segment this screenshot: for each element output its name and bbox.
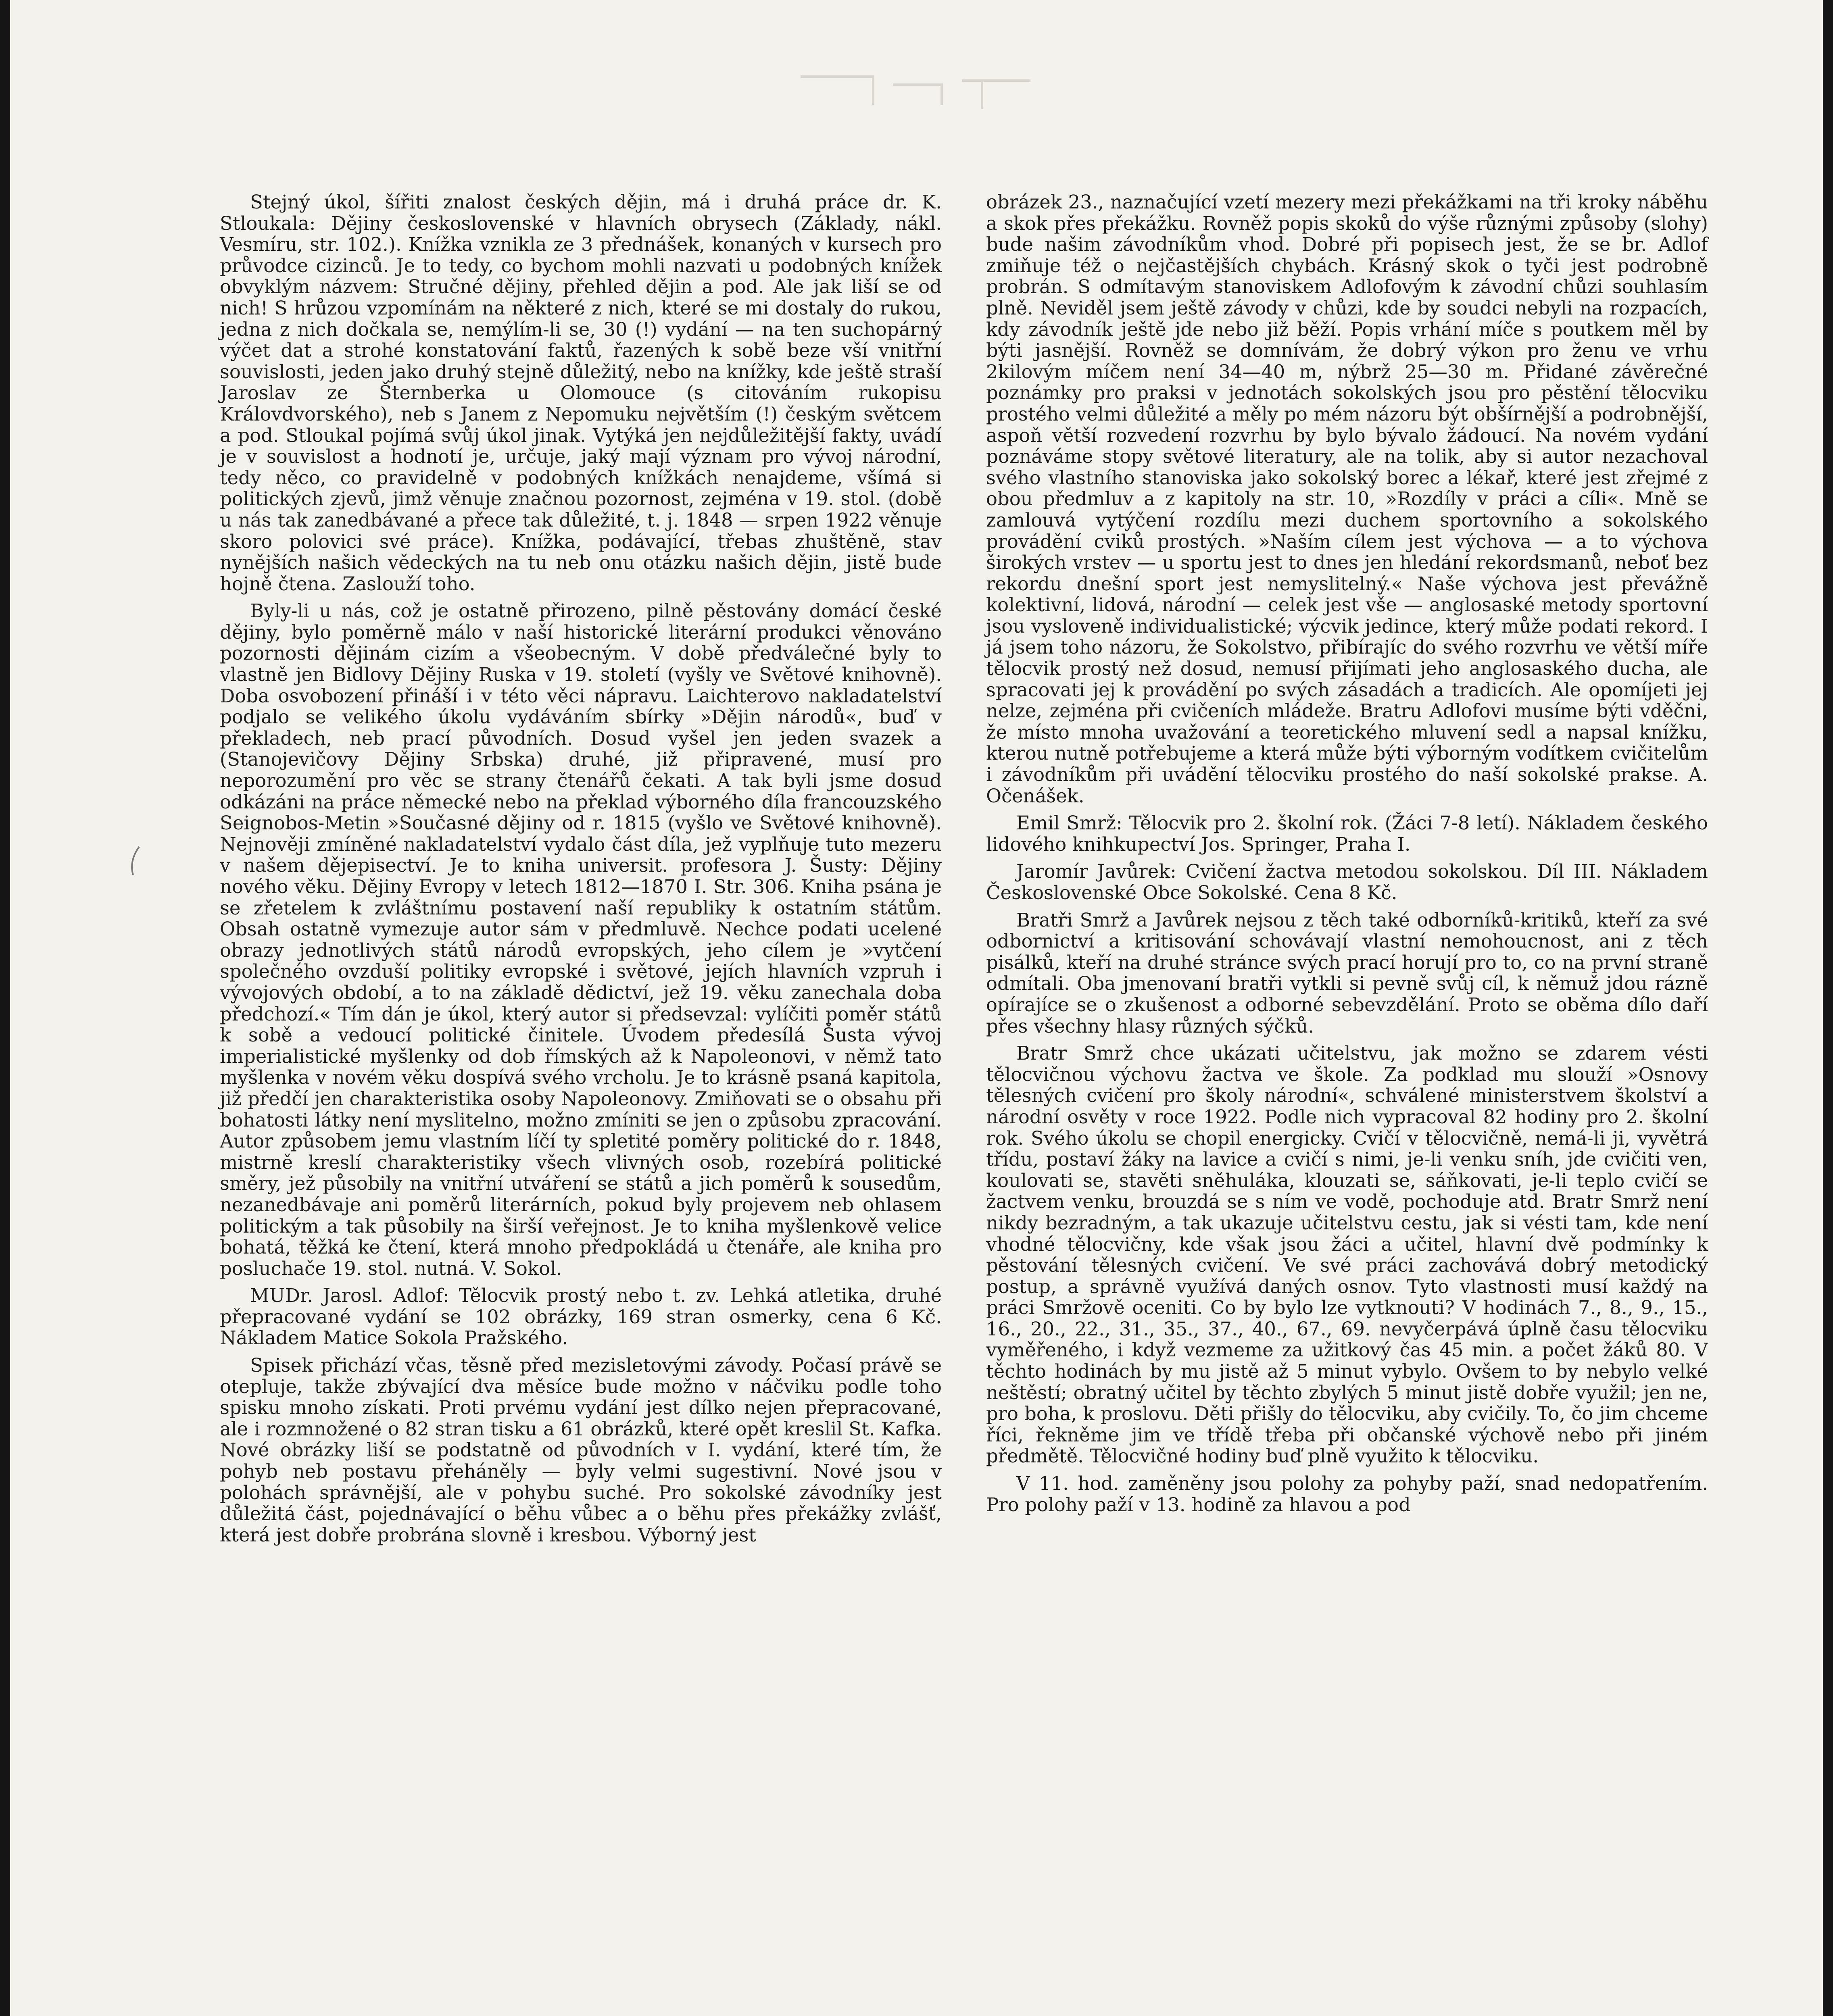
review-smrz-header: Emil Smrž: Tělocvik pro 2. školní rok. (Žáci 7-8 letí). Nákladem českého lidového knihkupectví Jos. Springer, Praha I. xyxy=(986,812,1708,855)
review-adlof-text: Spisek přichází včas, těsně před mezisletovými závody. Počasí právě se otepluje, takže zbývající dva měsíce bude možno v náčviku podle toho spisku mnoho získati. Proti prvému vydání jest dílko nejen přepracované, ale i rozmnožené o 82 stran tisku a 61 obrázků, které opět kreslil St. Kafka. Nové obrázky liší se podstatně od původních v I. vydání, které tím, že pohyb neb postavu přeháněly — byly velmi sugestivní. Nové jsou v polohách správnější, ale v pohybu suché. Pro sokolské závodníky jest důležitá část, pojednávající o běhu vůbec a o běhu přes překážky zvlášť, která jest dobře probrána slovně i kresbou. Výborný jest xyxy=(220,1354,942,1546)
review-susta: Byly-li u nás, což je ostatně přirozeno, pilně pěstovány domácí české dějiny, bylo poměrně málo v naší historické literární produkci věnováno pozornosti dějinám cizím a všeobecným. V době předválečné byly to vlastně jen Bidlovy Dějiny Ruska v 19. století (vyšly ve Světové knihovně). Doba osvobození přináší i v této věci nápravu. Laichterovo nakladatelství podjalo se velikého úkolu vydáváním sbírky »Dějin národů«, buď v překladech, neb prací původních. Dosud vyšel jen jeden svazek a (Stanojevičovy Dějiny Srbska) druhé, již připravené, musí pro neporozumění pro věc se strany čtenářů čekati. A tak byli jsme dosud odkázáni na práce německé nebo na překlad výborného díla francouzského Seignobos-Metin »Současné dějiny od r. 1815 (vyšlo ve Světové knihovně). Nejnověji zmíněné nakladatelství vydalo část díla, jež vyplňuje tuto mezeru v našem dějepisectví. Je to kniha universit. profesora J. Šusty: Dějiny nového věku. Dějiny Evropy v letech 1812—1870 I. Str. 306. Kniha psána je se zřetelem k zvláštnímu postavení naší republiky k ostatním státům. Obsah ostatně vymezuje autor sám v předmluvě. Nechce podati ucelené obrazy jednotlivých států národů evropských, jeho cílem je »vytčení společného ovzduší politiky evropské i světové, jejích hlavních vzpruh i vývojových období, a to na základě dědictví, jež 19. věku zanechala doba předchozí.« Tím dán je úkol, který autor si předsevzal: vylíčiti poměr států k sobě a vedoucí politické činitele. Úvodem předesílá Šusta vývoj imperialistické myšlenky od dob římských až k Napoleonovi, v němž tato myšlenka v novém věku dospívá svého vrcholu. Je to krásně psaná kapitola, již předčí jen charakteristika osoby Napoleonovy. Zmiňovati se o obsahu při bohatosti látky není myslitelno, možno zmíniti se jen o způsobu zpracování. Autor způsobem jemu vlastním líčí ty spletité poměry politické do r. 1848, mistrně kreslí charakteristiky všech vlivných osob, rozebírá politické směry, jež působily na vnitřní utváření se států a jich poměrů k sousedům, nezanedbávaje ani poměrů literárních, pokud byly projevem neb ohlasem politickým a tak působily na širší veřejnost. Je to kniha myšlenkově velice bohatá, těžká ke čtení, která mnoho předpokládá u čtenáře, ale kniha pro posluchače 19. stol. nutná. V. Sokol. xyxy=(220,600,942,1279)
page-sheet xyxy=(10,0,1823,2016)
review-javurek-header: Jaromír Javůrek: Cvičení žactva metodou sokolskou. Díl III. Nákladem Československé Obce Sokolské. Cena 8 Kč. xyxy=(986,860,1708,904)
stamp-mark xyxy=(772,60,1055,117)
review-adlof-header: MUDr. Jarosl. Adlof: Tělocvik prostý nebo t. zv. Lehká atletika, druhé přepracované vydání se 102 obrázky, 169 stran osmerky, cena 6 Kč. Nákladem Matice Sokola Pražského. xyxy=(220,1285,942,1349)
review-smrz-javurek-intro: Bratři Smrž a Javůrek nejsou z těch také odborníků-kritiků, kteří za své odbornictví a kritisování schovávají vlastní nemohoucnost, ani z těch pisálků, kteří na druhé stránce svých prací horují pro to, co na první straně odmítali. Oba jmenovaní bratři vytkli si pevně svůj cíl, k němuž jdou rázně opírajíce se o zkušenost a odborné sebevzdělání. Proto se oběma dílo daří přes všechny hlasy různých sýčků. xyxy=(986,909,1708,1037)
review-adlof-continued: obrázek 23., naznačující vzetí mezery mezi překážkami na tři kroky náběhu a skok přes překážku. Rovněž popis skoků do výše různými způsoby (slohy) bude našim závodníkům vhod. Dobré při popisech jest, že se br. Adlof zmiňuje též o nejčastějších chybách. Krásný skok o tyči jest podrobně probrán. S odmítavým stanoviskem Adlofovým k závodní chůzi souhlasím plně. Neviděl jsem ještě závody v chůzi, kde by soudci nebyli na rozpacích, kdy závodník ještě jde nebo již běží. Popis vrhání míče s poutkem měl by býti jasnější. Rovněž se domnívám, že dobrý výkon pro ženu ve vrhu 2kilovým míčem není 34—40 m, nýbrž 25—30 m. Přidané závěrečné poznámky pro praksi v jednotách sokolských jsou pro pěstění tělocviku prostého velmi důležité a měly po mém názoru být obšírnější a podrobnější, aspoň větší rozvedení rozvrhu by bylo bývalo žádoucí. Na novém vydání poznáváme stopy světové literatury, ale na tolik, aby si autor nezachoval svého vlastního stanoviska jako sokolský borec a lékař, které jest zřejmé z obou předmluv a z kapitoly na str. 10, »Rozdíly v práci a cíli«. Mně se zamlouvá vytýčení rozdílu mezi duchem sportovního a sokolského provádění cviků prostých. »Naším cílem jest výchova — a to výchova širokých vrstev — u sportu jest to dnes jen hledání rekordsmanů, neboť bez rekordu dnešní sport jest nemyslitelný.« Naše výchova jest převážně kolektivní, lidová, národní — celek jest vše — anglosaské metody sportovní jsou vysloveně individualistické; výcvik jedince, který může podati rekord. I já jsem toho názoru, že Sokolstvo, přibírajíc do svého rozvrhu ve větší míře tělocvik prostý než dosud, nemusí přijímati jeho anglosaského ducha, ale spracovati jej k provádění po svých zásadách a tradicích. Ale opomíjeti jej nelze, zejména při cvičeních mládeže. Bratru Adlofovi musíme býti vděčni, že místo mnoha uvažování a teoretického mluvení sedl a napsal knížku, kterou nutně potřebujeme a která může býti výborným vodítkem cvičitelům i závodníkům při uvádění tělocviku prostého do naší sokolské prakse. A. Očenášek. xyxy=(986,191,1708,807)
review-smrz-text: Bratr Smrž chce ukázati učitelstvu, jak možno se zdarem vésti tělocvičnou výchovu žactva ve škole. Za podklad mu slouží »Osnovy tělesných cvičení pro školy národní«, schválené ministerstvem školství a národní osvěty v roce 1922. Podle nich vypracoval 82 hodiny pro 2. školní rok. Svého úkolu se chopil energicky. Cvičí v tělocvičně, nemá-li ji, vyvětrá třídu, postaví žáky na lavice a cvičí s nimi, je-li venku sníh, jde cvičiti ven, koulovati se, stavěti sněhuláka, klouzati se, sáňkovati, je-li teplo cvičí se žactvem venku, brouzdá se s ním ve vodě, pochoduje atd. Bratr Smrž není nikdy bezradným, a tak ukazuje učitelstvu cestu, jak si vésti tam, kde není vhodné tělocvičny, kde však jsou žáci a učitel, hlavní dvě podmínky k pěstování tělesných cvičení. Ve své práci zachovává dobrý metodický postup, a správně využívá daných osnov. Tyto vlastnosti musí každý na práci Smržově oceniti. Co by bylo lze vytknouti? V hodinách 7., 8., 9., 15., 16., 20., 22., 31., 35., 37., 40., 67., 69. nevyčerpává úplně času tělocviku vyměřeného, i když vezmeme za užitkový čas 45 min. a počet žáků 80. V těchto hodinách by mu jistě až 5 minut vybylo. Ovšem to by nebylo velké neštěstí; obratný učitel by těchto zbylých 5 minut jistě dobře využil; jen ne, pro boha, k proslovu. Děti přišly do tělocviku, aby cvičily. To, čo jim chceme říci, řekněme jim ve třídě třeba při občanské výchově nebo při jiném předmětě. Tělocvičné hodiny buď plně využito k tělocviku. xyxy=(986,1042,1708,1467)
review-stloukal: Stejný úkol, šířiti znalost českých dějin, má i druhá práce dr. K. Stloukala: Dějiny československé v hlavních obrysech (Základy, nákl. Vesmíru, str. 102.). Knížka vznikla ze 3 přednášek, konaných v kursech pro průvodce cizinců. Je to tedy, co bychom mohli nazvati u podobných knížek obvyklým názvem: Stručné dějiny, přehled dějin a pod. Ale jak liší se od nich! S hrůzou vzpomínám na některé z nich, které se mi dostaly do rukou, jedna z nich dočkala se, nemýlím-li se, 30 (!) vydání — na ten suchopárný výčet dat a strohé konstatování faktů, řazených k sobě beze vší vnitřní souvislosti, jeden jako druhý stejně důležitý, nebo na knížky, kde ještě straší Jaroslav ze Šternberka u Olomouce (s citováním rukopisu Královdvorského), neb s Janem z Nepomuku největším (!) českým světcem a pod. Stloukal pojímá svůj úkol jinak. Vytýká jen nejdůležitější fakty, uvádí je v souvislost a hodnotí je, určuje, jaký mají význam pro vývoj národní, tedy něco, co pravidelně v podobných knížkách nenajdeme, všímá si politických zjevů, jimž věnuje značnou pozornost, zejména v 19. stol. (době u nás tak zanedbávané a přece tak důležité, t. j. 1848 — srpen 1922 věnuje skoro polovici své práce). Knížka, podávající, třebas zhuštěně, stav nynějších našich vědeckých na tu neb onu otázku našich dějin, jistě bude hojně čtena. Zaslouží toho. xyxy=(220,191,942,595)
review-smrz-ending: V 11. hod. zaměněny jsou polohy za pohyby paží, snad nedopatřením. Pro polohy paží v 13. hodině za hlavou a pod xyxy=(986,1472,1708,1516)
margin-mark xyxy=(127,845,143,877)
right-column xyxy=(986,192,1708,1515)
left-column xyxy=(220,192,942,1545)
